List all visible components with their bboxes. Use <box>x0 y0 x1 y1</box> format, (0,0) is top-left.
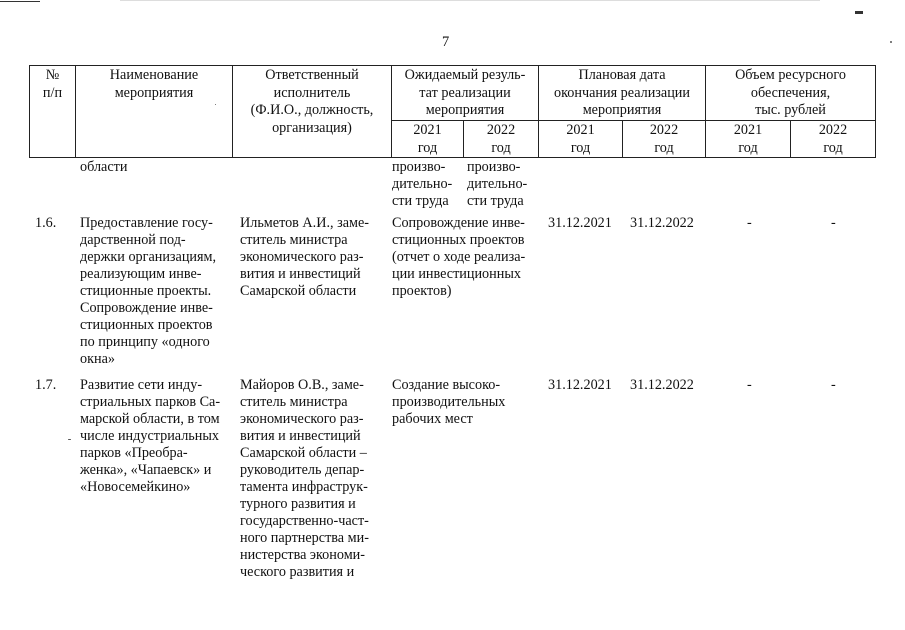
row-result: Создание высоко- производительных рабочих мест <box>392 377 506 427</box>
continuation-result-2021: произво- дительно- сти труда <box>392 159 453 209</box>
header-responsible: Ответственный исполнитель (Ф.И.О., должность, организация) <box>250 67 374 136</box>
scan-speck <box>890 41 892 43</box>
header-name: Наименование мероприятия <box>109 67 199 101</box>
scan-edge-line <box>120 0 820 1</box>
row-responsible: Майоров О.В., заме- ститель министра экономического раз- вития и инвестиций Самарской области – руководитель депар- тамента инфраструк- турного развития и государственно-част- ного партнерства ми- нистерства экономи- ческого развития и <box>240 377 369 580</box>
header-year: 2021 год <box>413 122 442 156</box>
row-name: Развитие сети инду- стриальных парков Са- марской области, в том числе индустриальных парков «Преобра- женка», «Чапаевск» и «Новосемейкино» <box>80 377 221 495</box>
scan-speck <box>68 439 71 440</box>
scan-edge-line <box>855 11 863 14</box>
header-funding: Объем ресурсного обеспечения, тыс. рублей <box>735 67 846 118</box>
row-fund-2021: - <box>747 377 752 393</box>
row-date-2022: 31.12.2022 <box>630 377 694 393</box>
page-number: 7 <box>442 34 450 50</box>
header-year: 2022 год <box>649 122 679 156</box>
continuation-name: области <box>80 159 128 175</box>
row-fund-2021: - <box>747 215 752 231</box>
row-fund-2022: - <box>831 377 836 393</box>
row-date-2021: 31.12.2021 <box>548 215 612 231</box>
row-result: Сопровождение инве- стиционных проектов (отчет о ходе реализа- ции инвестиционных проектов) <box>392 215 526 299</box>
row-date-2021: 31.12.2021 <box>548 377 612 393</box>
header-year: 2021 год <box>733 122 763 156</box>
header-year: 2021 год <box>566 122 595 156</box>
row-fund-2022: - <box>831 215 836 231</box>
header-date: Плановая дата окончания реализации мероприятия <box>554 67 690 118</box>
row-number: 1.7. <box>35 377 57 393</box>
header-num: № п/п <box>42 67 63 101</box>
header-year: 2022 год <box>818 122 848 156</box>
scan-edge-line <box>0 1 40 2</box>
row-responsible: Ильметов А.И., заме- ститель министра экономического раз- вития и инвестиций Самарской области <box>240 215 370 299</box>
header-result: Ожидаемый резуль- тат реализации мероприятия <box>404 67 526 118</box>
header-year: 2022 год <box>486 122 516 156</box>
row-date-2022: 31.12.2022 <box>630 215 694 231</box>
continuation-result-2022: произво- дительно- сти труда <box>467 159 528 209</box>
row-number: 1.6. <box>35 215 57 231</box>
table-header <box>29 65 876 158</box>
row-name: Предоставление госу- дарственной под- держки организациям, реализующим инве- стиционные проекты. Сопровождение инве- стиционных проектов по принципу «одного окна» <box>80 215 217 367</box>
